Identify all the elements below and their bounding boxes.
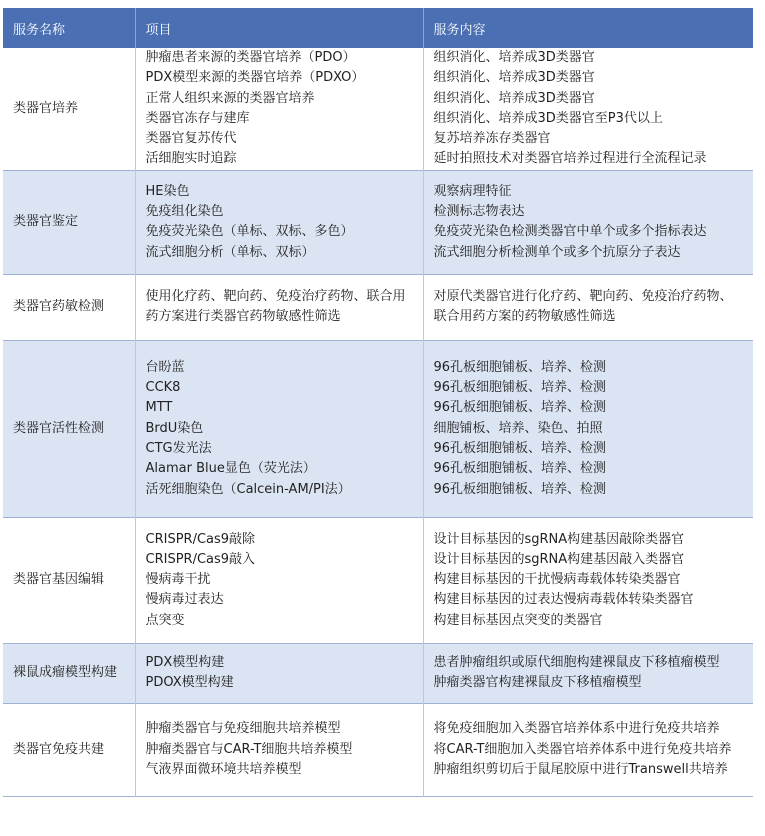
item-line: 类器官复苏传代 (145, 131, 237, 147)
item-line: 慢病毒干扰 (145, 572, 211, 588)
service-table (3, 8, 753, 797)
content-cell (423, 517, 753, 643)
service-name: 类器官鉴定 (13, 214, 79, 230)
service-name: 类器官免疫共建 (13, 741, 105, 757)
content-cell (423, 340, 753, 517)
item-line: CCK8 (145, 380, 181, 396)
item-line: 免疫组化染色 (145, 203, 224, 219)
table-row (3, 703, 753, 796)
item-cell (135, 274, 423, 340)
table-row (3, 517, 753, 643)
table-row (3, 340, 753, 517)
content-line: 肿瘤组织剪切后于鼠尾胶原中进行Transwell共培养 (433, 761, 728, 777)
content-line: 免疫荧光染色检测类器官中单个或多个指标表达 (433, 224, 707, 240)
content-line: 组织消化、培养成3D类器官至P3代以上 (433, 110, 663, 126)
item-cell (135, 517, 423, 643)
header-item: 项目 (135, 8, 423, 48)
item-cell (135, 340, 423, 517)
item-line: 使用化疗药、靶向药、免疫治疗药物、联合用 (145, 288, 406, 304)
item-line: 点突变 (145, 612, 185, 628)
item-line: 气液界面微环境共培养模型 (145, 761, 302, 777)
content-line: 复苏培养冻存类器官 (433, 131, 551, 147)
content-line: 96孔板细胞铺板、培养、检测 (433, 400, 607, 416)
content-cell (423, 48, 753, 170)
item-line: PDX模型来源的类器官培养（PDXO） (145, 70, 365, 86)
content-line: 将免疫细胞加入类器官培养体系中进行免疫共培养 (433, 721, 720, 737)
content-cell (423, 703, 753, 796)
item-line: BrdU染色 (145, 420, 204, 436)
content-line: 96孔板细胞铺板、培养、检测 (433, 380, 607, 396)
item-line: 正常人组织来源的类器官培养 (145, 90, 315, 106)
service-name: 类器官培养 (13, 100, 79, 116)
table-row (3, 274, 753, 340)
item-line: 药方案进行类器官药物敏感性筛选 (145, 309, 341, 325)
service-name-cell (3, 274, 135, 340)
item-line: 慢病毒过表达 (145, 592, 224, 608)
content-line: 延时拍照技术对类器官培养过程进行全流程记录 (433, 151, 707, 167)
service-name-cell (3, 170, 135, 274)
item-cell (135, 48, 423, 170)
content-line: 设计目标基因的sgRNA构建基因敲除类器官 (433, 531, 685, 547)
item-line: 流式细胞分析（单标、双标） (145, 244, 315, 260)
item-line: CRISPR/Cas9敲除 (145, 531, 256, 547)
content-line: 患者肿瘤组织或原代细胞构建裸鼠皮下移植瘤模型 (433, 654, 720, 670)
item-line: 肿瘤患者来源的类器官培养（PDO） (145, 50, 356, 65)
item-line: PDX模型构建 (145, 654, 225, 670)
item-line: 台盼蓝 (145, 359, 185, 375)
content-line: 对原代类器官进行化疗药、靶向药、免疫治疗药物、 (433, 288, 733, 304)
item-line: HE染色 (145, 183, 190, 199)
item-cell (135, 703, 423, 796)
table-row (3, 170, 753, 274)
service-table-container (3, 8, 753, 797)
content-line: 将CAR-T细胞加入类器官培养体系中进行免疫共培养 (433, 741, 732, 757)
content-line: 肿瘤类器官构建裸鼠皮下移植瘤模型 (433, 675, 642, 691)
service-name: 类器官活性检测 (13, 420, 105, 436)
item-line: 活细胞实时追踪 (145, 151, 237, 167)
service-name: 裸鼠成瘤模型构建 (13, 665, 118, 681)
content-line: 检测标志物表达 (433, 203, 525, 219)
content-line: 流式细胞分析检测单个或多个抗原分子表达 (433, 244, 681, 260)
content-line: 细胞铺板、培养、染色、拍照 (433, 420, 603, 436)
service-name-cell (3, 703, 135, 796)
table-row (3, 643, 753, 703)
service-name: 类器官药敏检测 (13, 299, 105, 315)
content-line: 96孔板细胞铺板、培养、检测 (433, 461, 607, 477)
service-name: 类器官基因编辑 (13, 572, 105, 588)
service-name-cell (3, 643, 135, 703)
content-line: 构建目标基因点突变的类器官 (433, 612, 603, 628)
header-service-content: 服务内容 (423, 8, 753, 48)
item-line: Alamar Blue显色（荧光法） (145, 461, 316, 477)
service-name-cell (3, 48, 135, 170)
content-line: 96孔板细胞铺板、培养、检测 (433, 481, 607, 497)
table-header-row (3, 8, 753, 48)
content-line: 构建目标基因的过表达慢病毒载体转染类器官 (433, 592, 694, 608)
item-line: 活死细胞染色（Calcein-AM/PI法） (145, 481, 351, 497)
item-line: CTG发光法 (145, 440, 212, 456)
item-line: 类器官冻存与建库 (145, 110, 250, 126)
header-service-name: 服务名称 (3, 8, 135, 48)
table-body (3, 48, 753, 796)
service-name-cell (3, 340, 135, 517)
service-name-cell (3, 517, 135, 643)
content-line: 96孔板细胞铺板、培养、检测 (433, 359, 607, 375)
item-line: 肿瘤类器官与CAR-T细胞共培养模型 (145, 741, 353, 757)
content-cell (423, 274, 753, 340)
content-cell (423, 170, 753, 274)
content-cell (423, 643, 753, 703)
table-row (3, 48, 753, 170)
item-line: 免疫荧光染色（单标、双标、多色） (145, 224, 354, 240)
item-cell (135, 170, 423, 274)
content-line: 联合用药方案的药物敏感性筛选 (433, 309, 616, 325)
content-line: 96孔板细胞铺板、培养、检测 (433, 440, 607, 456)
content-line: 组织消化、培养成3D类器官 (433, 50, 595, 65)
content-line: 构建目标基因的干扰慢病毒载体转染类器官 (433, 572, 681, 588)
item-line: CRISPR/Cas9敲入 (145, 551, 256, 567)
item-cell (135, 643, 423, 703)
content-line: 观察病理特征 (433, 183, 512, 199)
content-line: 组织消化、培养成3D类器官 (433, 70, 595, 86)
content-line: 组织消化、培养成3D类器官 (433, 90, 595, 106)
content-line: 设计目标基因的sgRNA构建基因敲入类器官 (433, 551, 685, 567)
item-line: MTT (145, 400, 173, 416)
item-line: PDOX模型构建 (145, 675, 234, 691)
item-line: 肿瘤类器官与免疫细胞共培养模型 (145, 721, 341, 737)
